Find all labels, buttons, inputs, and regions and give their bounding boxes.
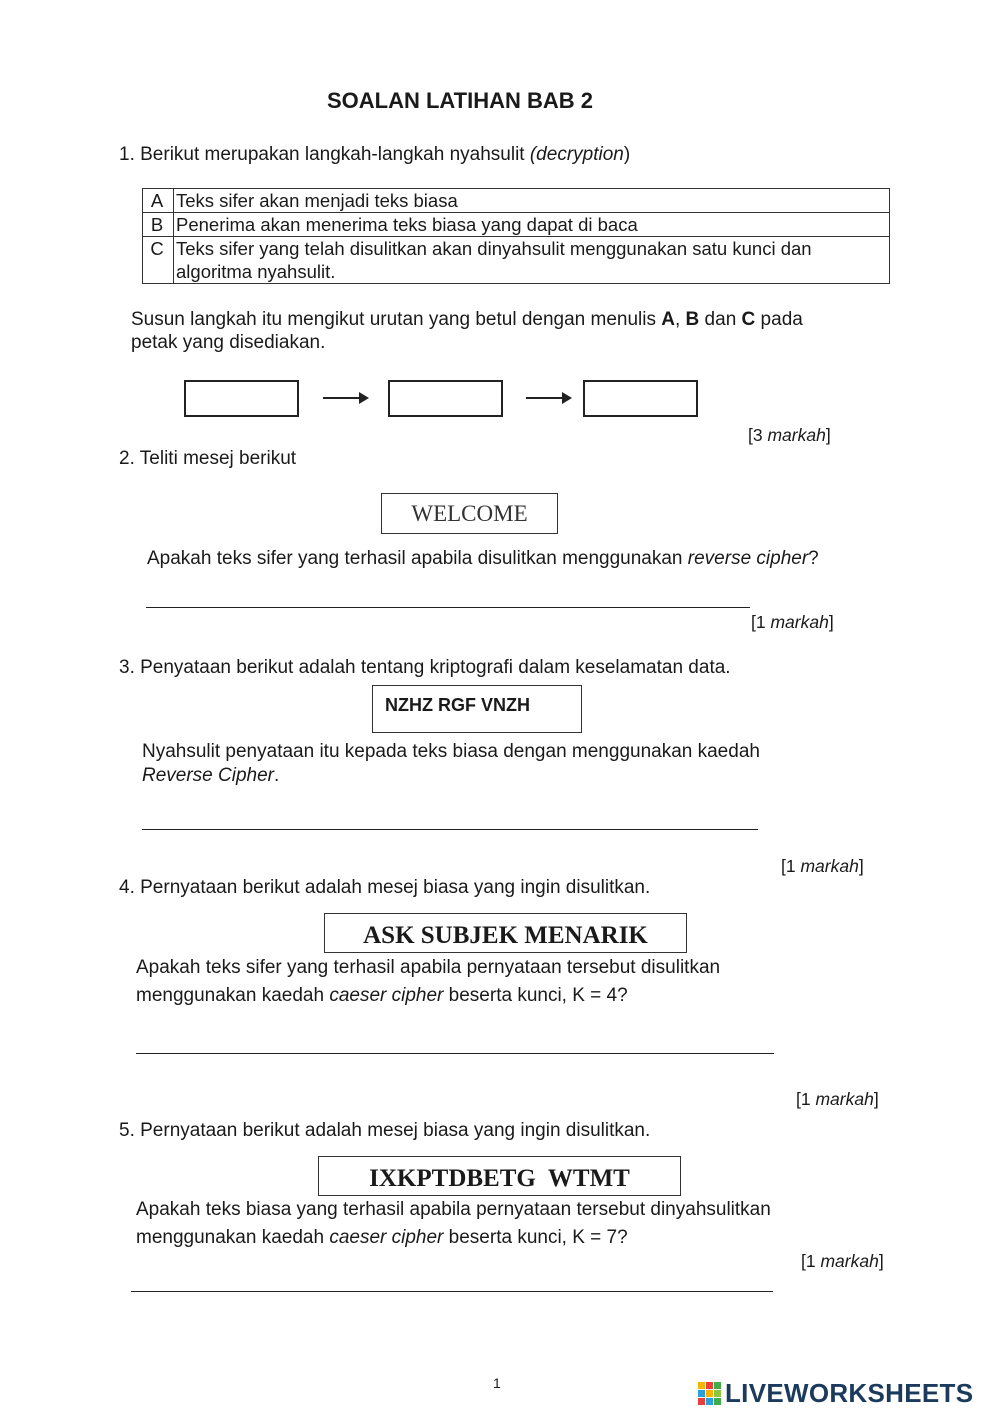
q5-question-line2 — [136, 1227, 628, 1249]
marks-word: markah — [815, 1089, 874, 1109]
logo-tile — [698, 1398, 705, 1405]
logo-tile — [706, 1398, 713, 1405]
q3-answer-line[interactable] — [142, 829, 758, 830]
table-row — [143, 237, 890, 284]
q1-instruction-b: B — [685, 309, 700, 330]
q4-marks — [796, 1089, 879, 1110]
q3-question-line2 — [142, 765, 279, 787]
q2-message: WELCOME — [411, 500, 528, 526]
q2-prompt: 2. Teliti mesej berikut — [119, 448, 297, 469]
logo-text: LIVEWORKSHEETS — [725, 1378, 974, 1408]
q2-question-suffix: ? — [808, 548, 819, 569]
q1-instruction-line2: petak yang disediakan. — [131, 332, 326, 353]
marks-num: [1 — [801, 1251, 821, 1271]
page-title: SOALAN LATIHAN BAB 2 — [326, 88, 594, 113]
marks-close: ] — [858, 856, 864, 876]
q1-instruction-c: C — [741, 309, 756, 330]
q5-message: IXKPTDBETG WTMT — [369, 1165, 630, 1192]
q2-question-italic: reverse cipher — [687, 548, 809, 569]
marks-num: [1 — [796, 1089, 816, 1109]
q5-message-box — [318, 1156, 681, 1196]
marks-close: ] — [878, 1251, 884, 1271]
step-text: Teks sifer yang telah disulitkan akan dinyahsulit menggunakan satu kunci dan algoritma nyahsulit. — [174, 237, 890, 284]
logo-tile — [698, 1382, 705, 1389]
marks-num: [1 — [751, 612, 771, 632]
q2-message-box — [381, 493, 558, 534]
step-text: Teks sifer akan menjadi teks biasa — [174, 189, 890, 213]
q2-marks — [751, 612, 834, 633]
step-letter: C — [143, 237, 174, 284]
q5-question-italic: caeser cipher — [329, 1227, 444, 1248]
marks-close: ] — [873, 1089, 879, 1109]
table-row — [143, 189, 890, 213]
q4-prompt: 4. Pernyataan berikut adalah mesej biasa yang ingin disulitkan. — [119, 877, 651, 898]
q1-instruction-end: pada — [755, 309, 803, 330]
q4-question-line2 — [136, 985, 628, 1007]
q1-prompt-suffix: ) — [623, 144, 631, 165]
logo-tile — [706, 1390, 713, 1397]
step-letter: A — [143, 189, 174, 213]
marks-word: markah — [767, 425, 826, 445]
q3-question-line1: Nyahsulit penyataan itu kepada teks biasa dengan menggunakan kaedah — [142, 741, 760, 762]
step-letter: B — [143, 213, 174, 237]
logo-tile — [714, 1390, 721, 1397]
q2-question — [147, 548, 819, 570]
q5-question-line1: Apakah teks biasa yang terhasil apabila pernyataan tersebut dinyahsulitkan — [136, 1199, 771, 1220]
q5-question-text: menggunakan kaedah — [136, 1227, 330, 1248]
q3-marks — [781, 856, 864, 877]
q3-message-box — [372, 685, 582, 733]
marks-word: markah — [820, 1251, 879, 1271]
marks-close: ] — [825, 425, 831, 445]
q3-question-italic: Reverse Cipher — [142, 765, 274, 786]
marks-word: markah — [770, 612, 829, 632]
q1-instruction-dan: dan — [699, 309, 742, 330]
q1-instruction — [131, 309, 803, 331]
answer-box-1[interactable] — [184, 380, 299, 417]
q1-instruction-text: Susun langkah itu mengikut urutan yang betul dengan menulis — [131, 309, 662, 330]
q1-prompt-italic: (decryption — [529, 144, 624, 165]
answer-box-2[interactable] — [388, 380, 503, 417]
logo-grid-icon — [698, 1382, 721, 1405]
answer-box-3[interactable] — [583, 380, 698, 417]
arrow-right-icon — [323, 397, 367, 399]
q5-question-suffix: beserta kunci, K = 7? — [443, 1227, 628, 1248]
q3-message: NZHZ RGF VNZH — [385, 695, 530, 715]
marks-close: ] — [828, 612, 834, 632]
q1-prompt — [119, 144, 630, 166]
q1-prompt-text: 1. Berikut merupakan langkah-langkah nyahsulit — [119, 144, 530, 165]
q5-marks — [801, 1251, 884, 1272]
marks-num: [3 — [748, 425, 768, 445]
q4-answer-line[interactable] — [136, 1053, 774, 1054]
marks-num: [1 — [781, 856, 801, 876]
q4-question-italic: caeser cipher — [329, 985, 444, 1006]
q1-marks — [748, 425, 831, 446]
marks-word: markah — [800, 856, 859, 876]
q1-instruction-a: A — [661, 309, 675, 330]
q2-answer-line[interactable] — [146, 607, 750, 608]
liveworksheets-logo — [698, 1378, 973, 1409]
q1-steps-table — [142, 188, 890, 284]
arrow-right-icon — [526, 397, 570, 399]
logo-tile — [698, 1390, 705, 1397]
logo-tile — [706, 1382, 713, 1389]
q4-question-text: menggunakan kaedah — [136, 985, 330, 1006]
q5-prompt: 5. Pernyataan berikut adalah mesej biasa yang ingin disulitkan. — [119, 1120, 651, 1141]
q1-instruction-comma: , — [674, 309, 686, 330]
q3-prompt: 3. Penyataan berikut adalah tentang kriptografi dalam keselamatan data. — [119, 657, 731, 678]
q5-answer-line[interactable] — [131, 1291, 773, 1292]
q3-question-suffix: . — [274, 765, 280, 786]
q4-message: ASK SUBJEK MENARIK — [363, 922, 648, 949]
step-text: Penerima akan menerima teks biasa yang dapat di baca — [174, 213, 890, 237]
table-row — [143, 213, 890, 237]
q2-question-text: Apakah teks sifer yang terhasil apabila disulitkan menggunakan — [147, 548, 688, 569]
q4-question-line1: Apakah teks sifer yang terhasil apabila pernyataan tersebut disulitkan — [136, 957, 721, 978]
logo-tile — [714, 1398, 721, 1405]
logo-tile — [714, 1382, 721, 1389]
q4-question-suffix: beserta kunci, K = 4? — [443, 985, 628, 1006]
page-number: 1 — [493, 1375, 501, 1391]
q4-message-box — [324, 913, 687, 953]
